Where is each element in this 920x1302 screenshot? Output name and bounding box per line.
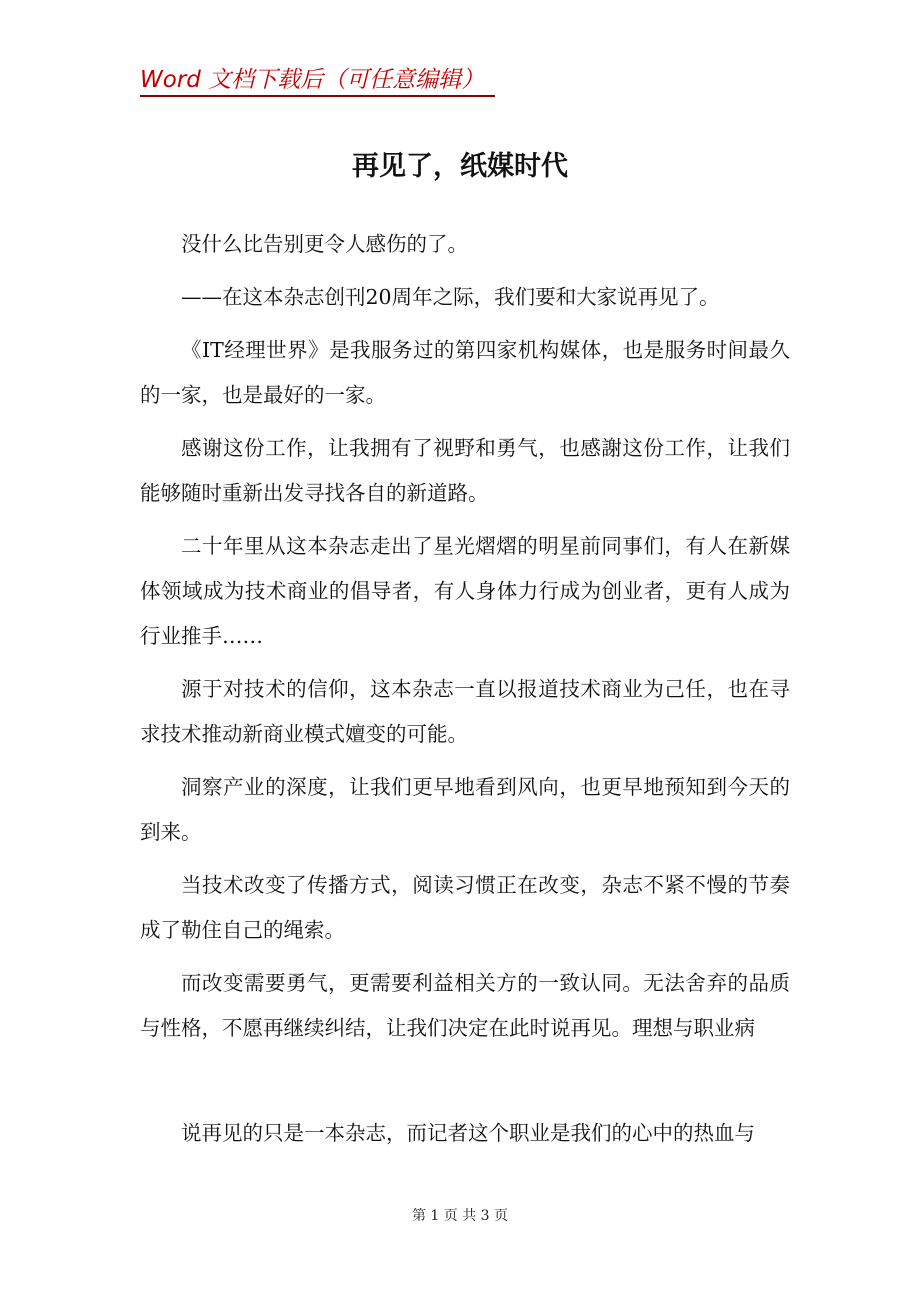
page-number: 第 1 页 共 3 页 [411,1208,509,1224]
paragraph: 源于对技术的信仰，这本杂志一直以报道技术商业为己任，也在寻求技术推动新商业模式嬗变的可能。 [140,677,790,746]
document-body [140,222,790,1164]
paragraph: ——在这本杂志创刊20周年之际，我们要和大家说再见了。 [181,285,720,309]
paragraph: 说再见的只是一本杂志，而记者这个职业是我们的心中的热血与 [181,1121,755,1145]
document-title: 再见了，纸媒时代 [352,151,568,182]
paragraph: 而改变需要勇气，更需要利益相关方的一致认同。无法舍弃的品质与性格，不愿再继续纠结，让我们决定在此时说再见。理想与职业病 [140,971,790,1040]
paragraph: 洞察产业的深度，让我们更早地看到风向，也更早地预知到今天的到来。 [140,775,790,844]
header-underline [140,95,495,97]
download-header [140,64,495,98]
paragraph: 《IT经理世界》是我服务过的第四家机构媒体，也是服务时间最久的一家，也是最好的一家。 [140,338,790,407]
paragraph: 当技术改变了传播方式，阅读习惯正在改变，杂志不紧不慢的节奏成了勒住自己的绳索。 [140,873,790,942]
paragraph: 二十年里从这本杂志走出了星光熠熠的明星前同事们，有人在新媒体领域成为技术商业的倡导者，有人身体力行成为创业者，更有人成为行业推手…… [140,534,790,648]
paragraph: 没什么比告别更令人感伤的了。 [181,232,468,256]
header-text: Word 文档下载后（可任意编辑） [140,67,485,93]
paragraph: 感谢这份工作，让我拥有了视野和勇气，也感謝这份工作，让我们能够随时重新出发寻找各自的新道路。 [140,436,790,505]
